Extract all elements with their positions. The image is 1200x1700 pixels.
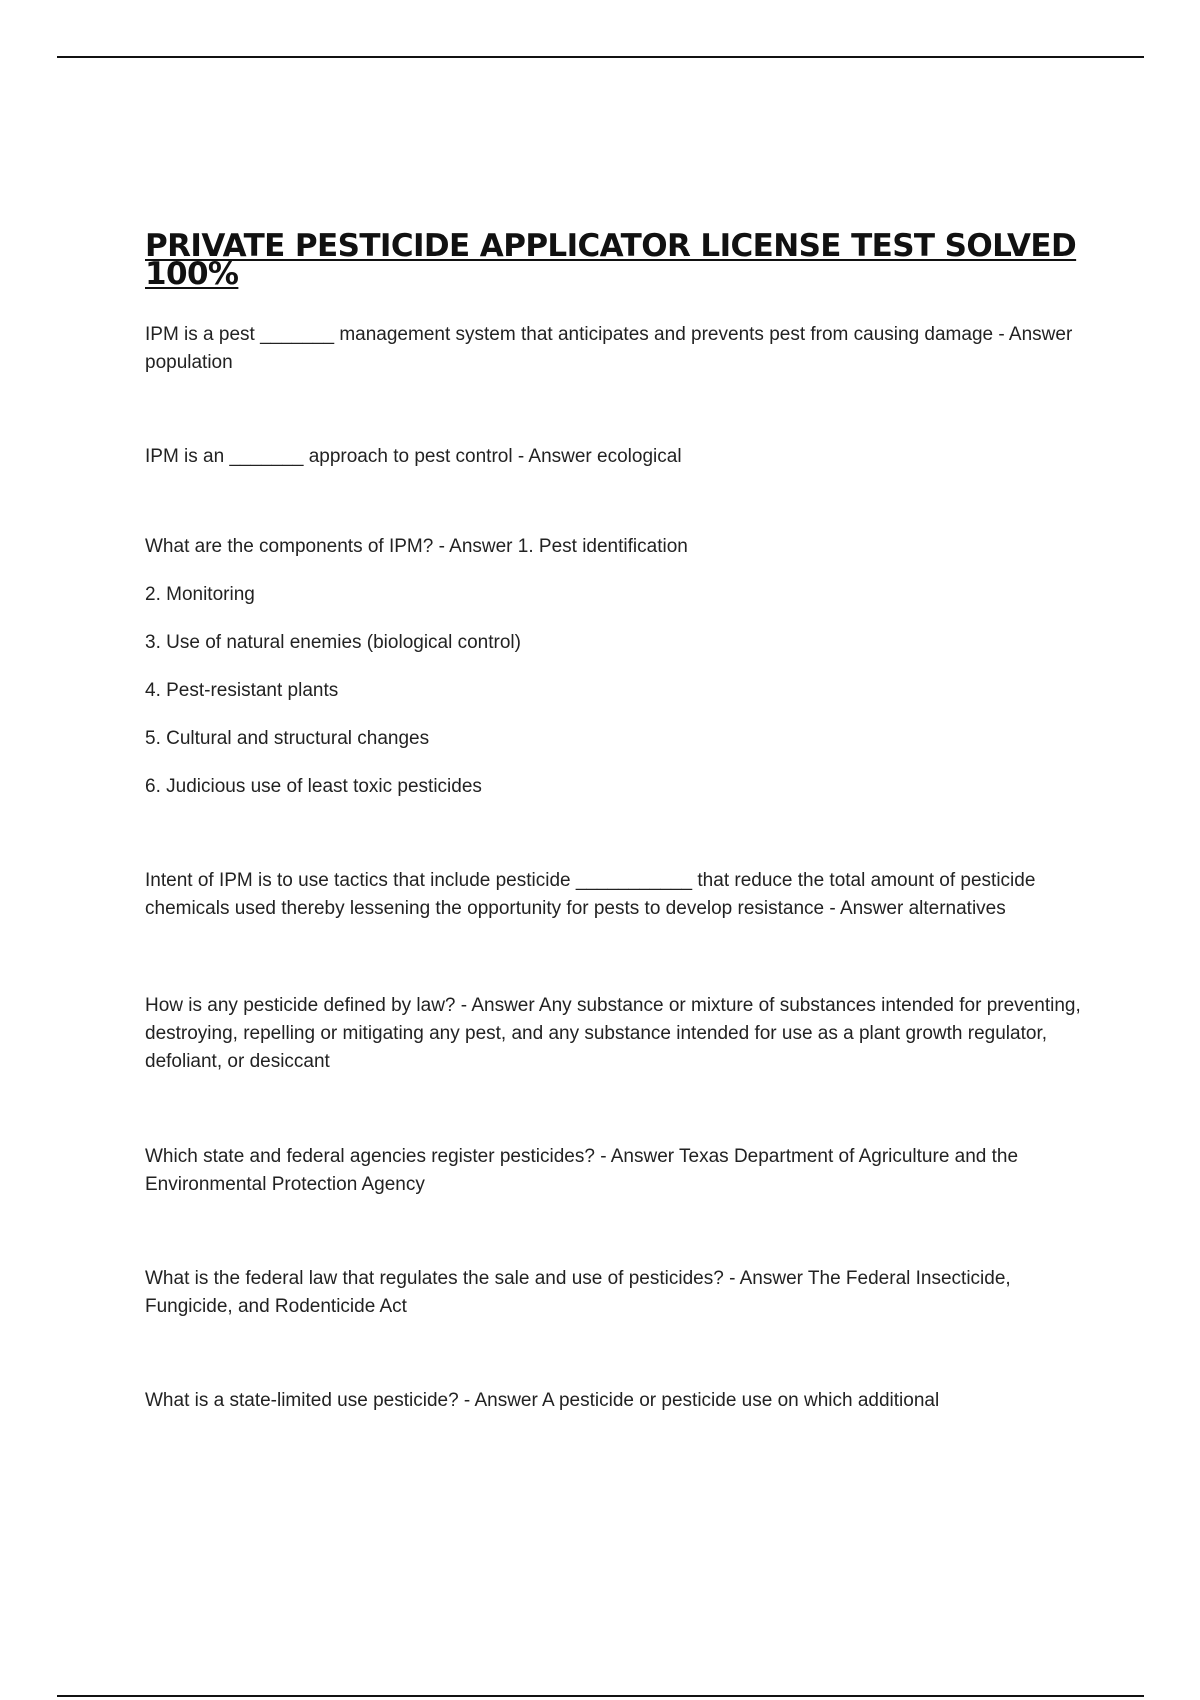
qa-state-limited-use: What is a state-limited use pesticide? - Answer A pesticide or pesticide use on which additional (145, 1390, 940, 1411)
header-rule (57, 56, 1144, 58)
qa-federal-law: What is the federal law that regulates the sale and use of pesticides? - Answer The Federal Insecticide, Fungicide, and Rodenticide Act (145, 1268, 1011, 1317)
qa-ipm-intent: Intent of IPM is to use tactics that include pesticide ___________ that reduce the total amount of pesticide chemicals used thereby lessening the opportunity for pests to develop resistance - Answer alternatives (145, 870, 1036, 919)
qa-registering-agencies: Which state and federal agencies register pesticides? - Answer Texas Department of Agriculture and the Environmental Protection Agency (145, 1146, 1019, 1195)
list-item: 5. Cultural and structural changes (145, 728, 430, 749)
list-item: 3. Use of natural enemies (biological control) (145, 632, 521, 653)
list-item: 2. Monitoring (145, 584, 255, 605)
qa-ipm-components: What are the components of IPM? - Answer 1. Pest identification (145, 536, 688, 557)
qa-pesticide-definition: How is any pesticide defined by law? - Answer Any substance or mixture of substances intended for preventing, destroying, repelling or mitigating any pest, and any substance intended for use as a plant growth regulator, defoliant, or desiccant (145, 995, 1081, 1072)
document-title: PRIVATE PESTICIDE APPLICATOR LICENSE TEST SOLVED 100% (145, 228, 1077, 292)
document-body (145, 228, 1085, 1415)
qa-ipm-population: IPM is a pest _______ management system that anticipates and prevents pest from causing damage - Answer population (145, 324, 1073, 373)
footer-rule (57, 1695, 1144, 1697)
ipm-components-list (145, 581, 1085, 801)
list-item: 6. Judicious use of least toxic pesticides (145, 776, 482, 797)
list-item: 4. Pest-resistant plants (145, 680, 339, 701)
qa-ipm-ecological: IPM is an _______ approach to pest control - Answer ecological (145, 446, 682, 467)
